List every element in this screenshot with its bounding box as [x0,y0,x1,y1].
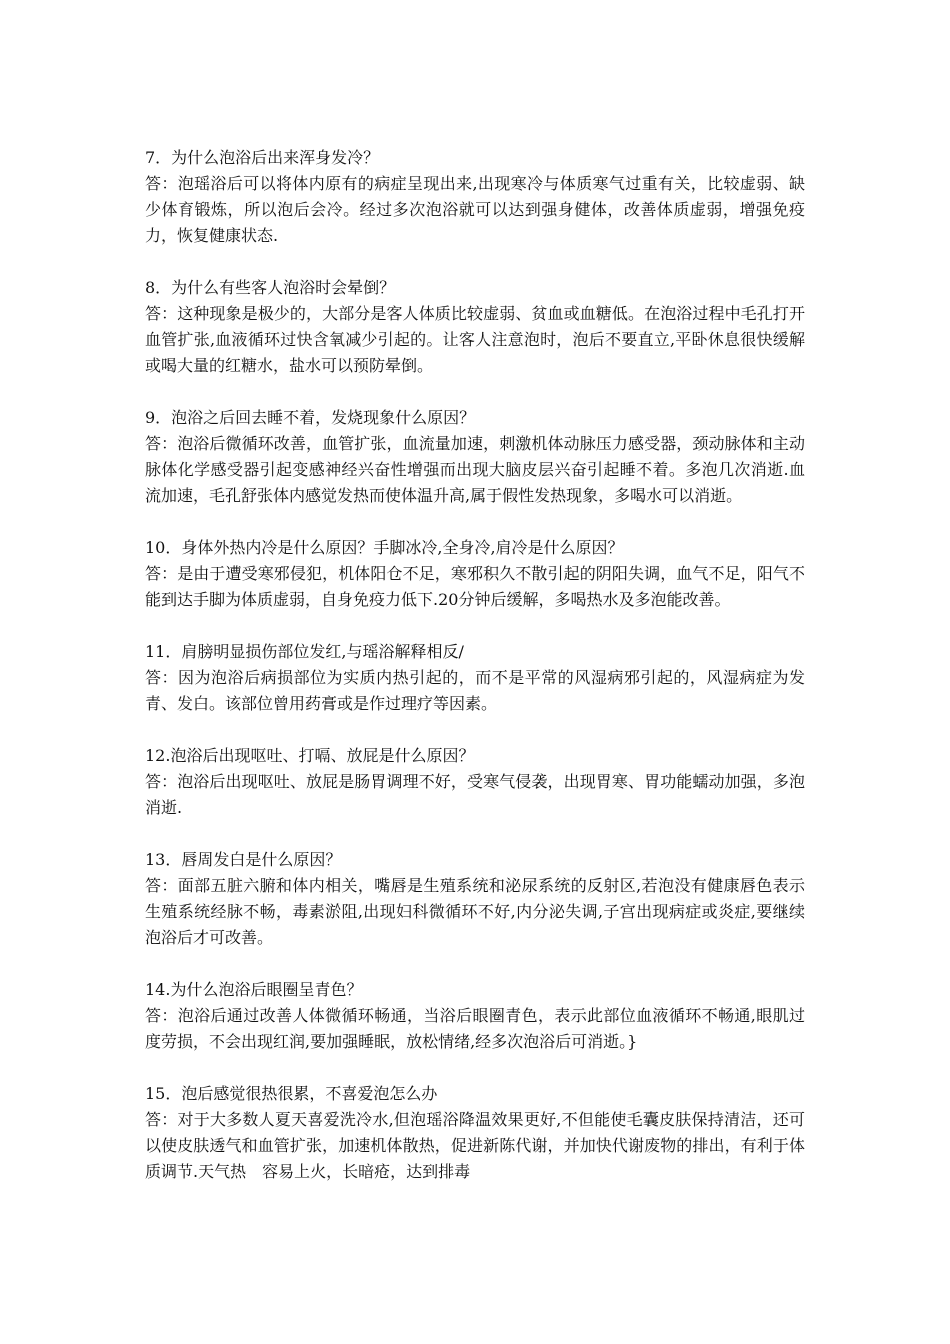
qa-item-11 [145,639,805,717]
qa-item-13 [145,847,805,951]
qa-item-8 [145,275,805,379]
question-text: 7．为什么泡浴后出来浑身发冷？ [145,148,380,167]
answer-text: 答：这种现象是极少的，大部分是客人体质比较虚弱、贫血或血糖低。在泡浴过程中毛孔打开血管扩张,血液循环过快含氧减少引起的。让客人注意泡时，泡后不要直立,平卧休息很快缓解或喝大量的红糖水，盐水可以预防晕倒。 [145,304,805,375]
qa-item-12 [145,743,805,821]
qa-item-10 [145,535,805,613]
qa-item-9 [145,405,805,509]
answer-text: 答：泡浴后出现呕吐、放屁是肠胃调理不好，受寒气侵袭，出现胃寒、胃功能蠕动加强，多泡消逝. [145,772,805,817]
question-text: 13．唇周发白是什么原因？ [145,850,342,869]
answer-text: 答：泡瑶浴后可以将体内原有的病症呈现出来,出现寒冷与体质寒气过重有关，比较虚弱、缺少体育锻炼，所以泡后会冷。经过多次泡浴就可以达到强身健体，改善体质虚弱，增强免疫力，恢复健康状态. [145,174,805,245]
question-text: 8．为什么有些客人泡浴时会晕倒？ [145,278,396,297]
answer-text: 答：是由于遭受寒邪侵犯，机体阳仓不足，寒邪积久不散引起的阴阳失调，血气不足，阳气不能到达手脚为体质虚弱，自身免疫力低下.20分钟后缓解，多喝热水及多泡能改善。 [145,564,805,609]
answer-text: 答：对于大多数人夏天喜爱洗冷水,但泡瑶浴降温效果更好,不但能使毛囊皮肤保持清洁，还可以使皮肤透气和血管扩张，加速机体散热，促进新陈代谢，并加快代谢废物的排出，有利于体质调节.天气热 容易上火，长暗疮，达到排毒 [145,1110,805,1181]
qa-item-15 [145,1081,805,1185]
answer-text: 答：因为泡浴后病损部位为实质内热引起的，而不是平常的风湿病邪引起的，风湿病症为发青、发白。该部位曾用药膏或是作过理疗等因素。 [145,668,805,713]
question-text: 9．泡浴之后回去睡不着，发烧现象什么原因？ [145,408,476,427]
answer-text: 答：泡浴后微循环改善，血管扩张，血流量加速，刺激机体动脉压力感受器，颈动脉体和主动脉体化学感受器引起变感神经兴奋性增强而出现大脑皮层兴奋引起睡不着。多泡几次消逝.血流加速，毛孔舒张体内感觉发热而使体温升高,属于假性发热现象，多喝水可以消逝。 [145,434,805,505]
document-page [145,145,805,1211]
question-text: 10．身体外热内冷是什么原因？手脚冰冷,全身冷,肩冷是什么原因？ [145,538,624,557]
qa-item-14 [145,977,805,1055]
question-text: 15．泡后感觉很热很累，不喜爱泡怎么办 [145,1084,438,1103]
question-text: 14.为什么泡浴后眼圈呈青色？ [145,980,363,999]
qa-item-7 [145,145,805,249]
question-text: 11．肩膀明显损伤部位发红,与瑶浴解释相反/ [145,642,464,661]
question-text: 12.泡浴后出现呕吐、打嗝、放屁是什么原因？ [145,746,475,765]
answer-text: 答：泡浴后通过改善人体微循环畅通，当浴后眼圈青色，表示此部位血液循环不畅通,眼肌过度劳损，不会出现红润,要加强睡眠，放松情绪,经多次泡浴后可消逝。} [145,1006,805,1051]
answer-text: 答：面部五脏六腑和体内相关，嘴唇是生殖系统和泌尿系统的反射区,若泡没有健康唇色表示生殖系统经脉不畅，毒素淤阻,出现妇科微循环不好,内分泌失调,子宫出现病症或炎症,要继续泡浴后才可改善。 [145,876,805,947]
